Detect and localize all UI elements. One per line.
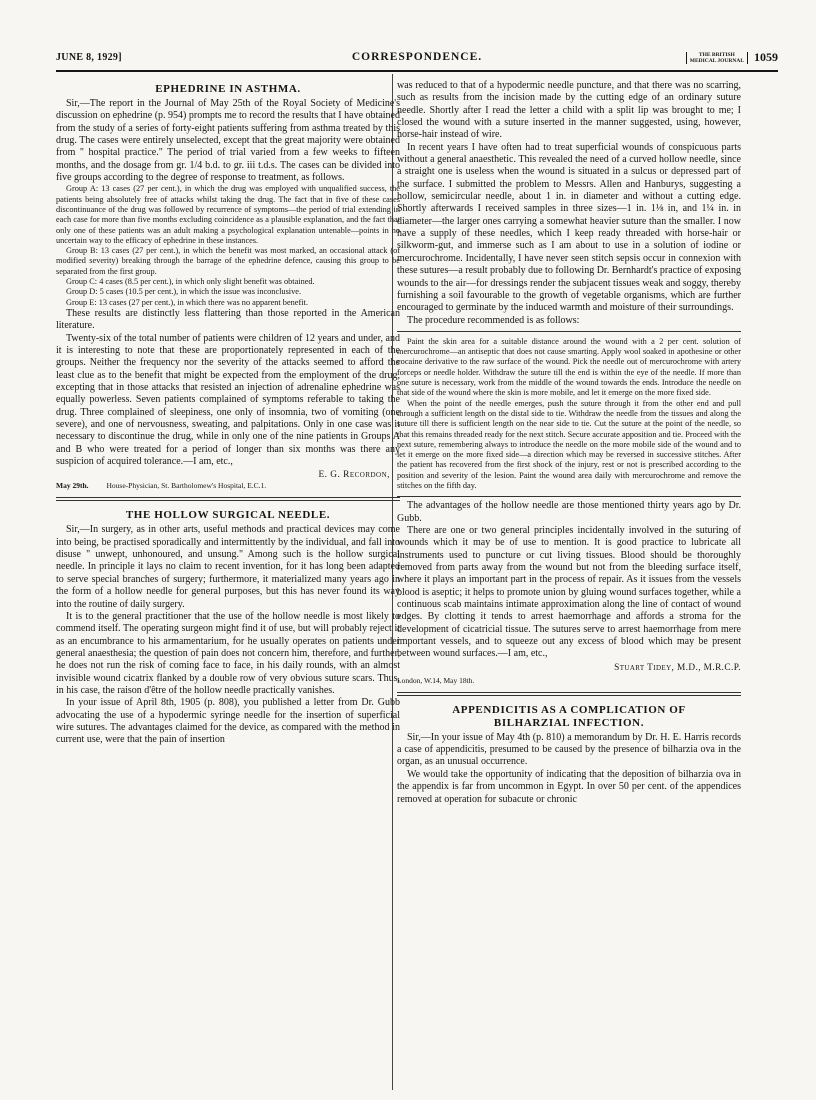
procedure-step-1: Paint the skin area for a suitable distance around the wound with a 2 per cent. solution of mercurochrome—an antiseptic that does not cause smarting. Apply wool soaked in apothesine or other cocaine derivative to the raw surface of the wound. Pick the needle out of mercurochrome with artery forceps or needle holder. Withdraw the suture till the end is within the eye of the needle. If more than one suture is necessary, work from the middle of the wound towards the ends. Introduce the needle on that side of the wound where the skin is more mobile, and let it emerge on the more fixed side. xyxy=(397,336,741,398)
right-column xyxy=(397,80,741,1090)
ephedrine-title: EPHEDRINE IN ASTHMA. xyxy=(155,83,301,95)
needle-paragraph-2: It is to the general practitioner that the use of the hollow needle is most likely to commend itself. The operating surgeon might find it of use, but will probably reject it as an encumbrance to his armamentarium, for he usually operates on patients under general anaesthesia; the question of pain does not concern him, therefore, and further, he does not run the risk of coming face to face, in his daily rounds, with an almost invisible wound cicatrix flanked by a double row of very obvious suture scars. Thus, in his case, the raison d'être of the hollow needle practically vanishes. xyxy=(56,610,400,696)
ephedrine-group-b: Group B: 13 cases (27 per cent.), in which the benefit was most marked, an occasional attack (of modified severity) breaking through the barrage of the ephedrine defence, causing this group to be separated from the first group. xyxy=(56,246,400,276)
journal-logo-line2: MEDICAL JOURNAL xyxy=(689,57,744,64)
needle-paragraph-4: In recent years I have often had to treat superficial wounds of conspicuous parts without a general anaesthetic. This revealed the need of a curved hollow needle, since a straight one is useless when the wound is situated in a sulcus or depressed part of the surface. I submitted the problem to Messrs. Allen and Hanburys, suggesting a hollow, semicircular needle, about 1 in. in diameter and without a cutting edge. Shortly afterwards I received samples in three sizes—1 in. 1⅛ in, and 1¼ in. in diameter—the larger ones carrying a somewhat heavier suture than the smaller. I now have a supply of these needles, which I keep ready threaded with horse-hair or silkworm-gut, and immerse such as I am about to use in a solution of iodine or mercurochrome. Incidentally, I have never seen stitch sepsis occur in connexion with these sutures—a result probably due to following Dr. Bernhardt's practice of exposing wounds to the air—for dressings render the subjacent tissues weak and soggy, thereby furnishing a soil favourable to the growth of vegetable organisms, which are further encouraged to germinate by the induced warmth and moisture of their surroundings. xyxy=(397,141,741,314)
header-rule xyxy=(56,70,778,72)
ephedrine-group-d: Group D: 5 cases (10.5 per cent.), in which the issue was inconclusive. xyxy=(66,287,302,297)
procedure-rule-bottom xyxy=(397,496,741,497)
appendicitis-title-line1: APPENDICITIS AS A COMPLICATION OF xyxy=(452,703,686,716)
needle-date: London, W.14, May 18th. xyxy=(397,675,475,685)
ephedrine-group-a: Group A: 13 cases (27 per cent.), in which the drug was employed with unqualified success, the patients being absolutely free of attacks whilst taking the drug. The fact that in five of these cases discontinuance of the drug was followed by recurrence of symptoms—the period of trial extending in each case for more than five months excluding coincidence as a plausible explanation, and the fact that only one of these patients was an adult making a psychological explanation untenable—points in no uncertain way to the efficacy of ephedrine in these instances. xyxy=(56,184,400,245)
needle-paragraph-5: The procedure recommended is as follows: xyxy=(407,314,580,326)
page-number: 1059 xyxy=(754,50,778,64)
needle-paragraph-3: In your issue of April 8th, 1905 (p. 808), you published a letter from Dr. Gubb advocating the use of a hypodermic syringe needle for the insertion of superficial wire sutures. The advantages claimed for the device, as compared with the method in current use, were that the pain of insertion xyxy=(56,697,400,746)
ephedrine-affiliation: House-Physician, St. Bartholomew's Hospital, E.C.1. xyxy=(106,481,267,491)
ephedrine-paragraph-3: Twenty-six of the total number of patients were children of 12 years and under, and it is interesting to note that these are proportionately represented in each of the groups. Neither the frequency nor the severity of the attacks seemed to afford the least clue as to the benefit that might be expected from the employment of the drug, excepting that in those attacks that resisted an injection of adrenaline ephedrine was equally powerless. Seven patients complained of symptoms referable to taking the drug. Three complained of sleepiness, one only of insomnia, two of vomiting (one severe), and one of nervousness, sweating, and palpitations. Only in one case was it necessary to discontinue the drug, while in only one of the nine patients in Groups A and B who were treated for a period of longer than six months was there any suspicion of acquired tolerance.—I am, etc., xyxy=(56,332,400,468)
journal-logo-line1: THE BRITISH xyxy=(698,51,735,58)
appendicitis-paragraph-2: We would take the opportunity of indicating that the deposition of bilharzia ova in the appendix is far from uncommon in Egypt. In over 50 per cent. of the appendices removed at operation for subacute or chronic xyxy=(397,768,741,805)
ephedrine-group-e: Group E: 13 cases (27 per cent.), in which there was no apparent benefit. xyxy=(66,297,308,307)
procedure-step-2: When the point of the needle emerges, push the suture through it from the other end and pull through a sufficient length on the distal side to tie. Withdraw the needle from the tissues and along the suture till there is sufficient length on the near side to tie. Cut the suture at the point of the needle, so that this remains threaded ready for the next stitch. Secure accurate apposition and tie. Proceed with the next suture, remembering always to introduce the needle on the more mobile side of the wound and to let it emerge on the more fixed side—a direction which may be reversed in successive stitches. After the patient has recovered from the first shock of the injury, rest or not is prescribed according to the position and severity of the lesion. Paint the wound area daily with mercurochrome and remove the stitches on the fifth day. xyxy=(397,398,741,491)
needle-paragraph-3-continued: was reduced to that of a hypodermic needle puncture, and that there was no scarring, such as results from the incision made by the cutting edge of an ordinary suture needle. Shortly after I read the letter a child with a split lip was brought to me; I closed the wound with a suture inserted in the manner suggested, using, however, horse-hair instead of wire. xyxy=(397,80,741,141)
running-header xyxy=(56,50,778,68)
ephedrine-date: May 29th. xyxy=(56,481,89,491)
appendicitis-paragraph-1: Sir,—In your issue of May 4th (p. 810) a memorandum by Dr. H. E. Harris records a case of appendicitis, presumed to be caused by the presence of bilharzia ova in the organ, as an unusual occurrence. xyxy=(397,731,741,768)
needle-paragraph-7: There are one or two general principles incidentally involved in the suturing of wounds which it may be of use to mention. It is good practice to lubricate all instruments used to puncture or cut living tissues. Blood should be thoroughly removed from parts away from the wound but not from the bleeding surface itself, where it plays an important part in the process of repair. As it issues from the vessels blood is aseptic; it helps to promote union by gluing wound surfaces together, while a continuous scab maintains intimate approximation along the line of contact of wound edges. By clotting it tends to arrest haemorrhage and affords a stroma for the development of cicatricial tissue. The sutures serve to arrest haemorrhage from mere important vessels, and to squeeze out any excess of blood which may be present between wound surfaces.—I am, etc., xyxy=(397,525,741,660)
needle-paragraph-1: Sir,—In surgery, as in other arts, useful methods and practical devices may come into being, be practised sporadically and intermittently by the individual, and fall into disuse " unwept, unhonoured, and unsung." Among such is the hollow surgical needle. In principle it lays no claim to recent invention, for it has long been adapted to serve special branches of surgery; furthermore, it materialized many years ago in the form of a hollow needle for general purposes, but this has never found its way into the routine of daily surgery. xyxy=(56,524,400,610)
ephedrine-signoff xyxy=(56,481,400,491)
article-separator-2 xyxy=(397,692,741,696)
left-column xyxy=(56,80,400,1090)
section-title: CORRESPONDENCE. xyxy=(351,51,483,63)
appendicitis-title xyxy=(397,704,741,730)
ephedrine-paragraph-2: These results are distinctly less flattering than those reported in the American literature. xyxy=(56,307,400,332)
ephedrine-group-c: Group C: 4 cases (8.5 per cent.), in which only slight benefit was obtained. xyxy=(66,277,315,287)
procedure-block xyxy=(397,335,741,492)
issue-date: JUNE 8, 1929] xyxy=(56,52,122,63)
ephedrine-paragraph-1: Sir,—The report in the Journal of May 25th of the Royal Society of Medicine's discussion on ephedrine (p. 954) prompts me to record the results that I have obtained from the study of a series of forty-eight patients suffering from asthma treated by this drug. The cases were entirely unselected, except that the great majority were obtained from " hospital practice." The period of trial varied from a few weeks to fifteen months, and the dosage from gr. 1/4 b.d. to gr. iii t.d.s. The cases can be divided into five groups according to the degree of response to treatment, as follows. xyxy=(56,98,400,184)
ephedrine-signature: E. G. Recordon, xyxy=(318,470,390,481)
needle-paragraph-6: The advantages of the hollow needle are those mentioned thirty years ago by Dr. Gubb. xyxy=(397,500,741,524)
needle-title: THE HOLLOW SURGICAL NEEDLE. xyxy=(125,509,331,522)
journal-block xyxy=(686,50,778,65)
article-separator xyxy=(56,497,400,501)
journal-logo xyxy=(686,52,748,64)
procedure-rule-top xyxy=(397,331,741,332)
needle-signature: Stuart Tidey, M.D., M.R.C.P. xyxy=(614,662,741,673)
appendicitis-title-line2: BILHARZIAL INFECTION. xyxy=(493,716,645,729)
